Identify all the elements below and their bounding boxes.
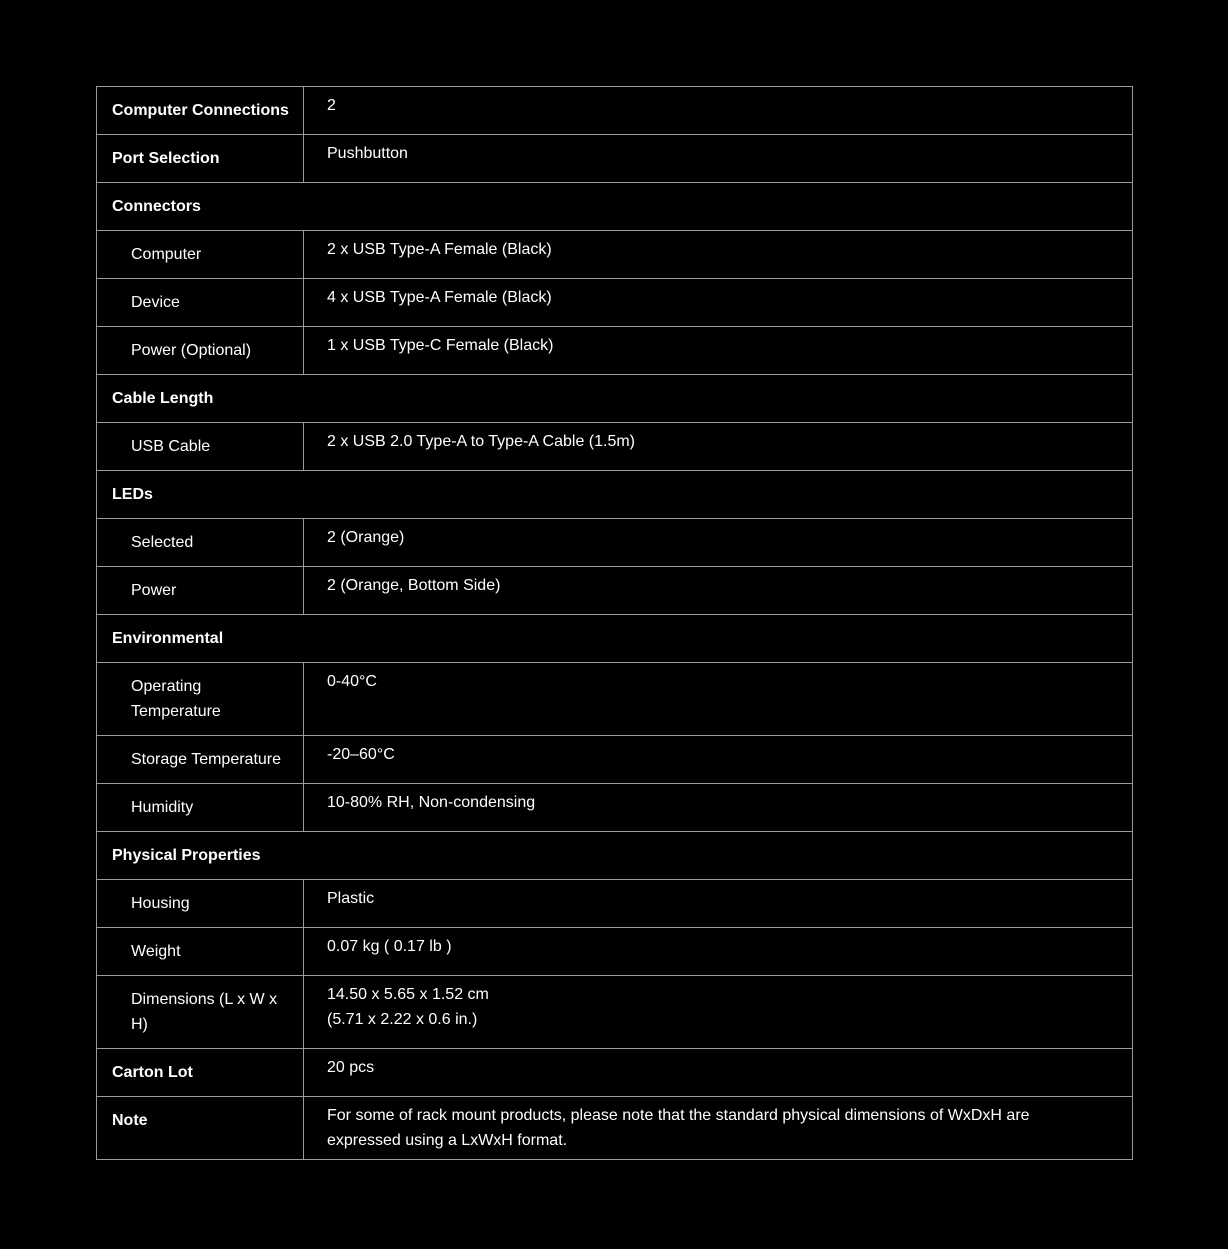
spec-value-line: (5.71 x 2.22 x 0.6 in.) [327, 1011, 478, 1028]
section-row-physical-properties [97, 832, 1133, 880]
spec-row-power [97, 567, 1133, 615]
spec-label: Carton Lot [97, 1049, 304, 1097]
section-heading: Cable Length [97, 375, 1133, 423]
spec-label: Power (Optional) [97, 327, 304, 375]
spec-label: Housing [97, 880, 304, 928]
spec-value: 20 pcs [304, 1049, 1133, 1097]
spec-value-line: 14.50 x 5.65 x 1.52 cm [327, 986, 489, 1003]
spec-value: For some of rack mount products, please note that the standard physical dimensions of WxDxH are expressed using a LxWxH format. [304, 1097, 1133, 1160]
spec-row-device [97, 279, 1133, 327]
spec-label: Computer Connections [97, 87, 304, 135]
spec-label: Selected [97, 519, 304, 567]
spec-label: Computer [97, 231, 304, 279]
spec-row-selected [97, 519, 1133, 567]
section-heading: Environmental [97, 615, 1133, 663]
section-row-leds [97, 471, 1133, 519]
specifications-table [96, 86, 1133, 1160]
spec-label: Power [97, 567, 304, 615]
spec-row-operating-temperature [97, 663, 1133, 736]
section-row-environmental [97, 615, 1133, 663]
section-row-connectors [97, 183, 1133, 231]
spec-value: 2 (Orange, Bottom Side) [304, 567, 1133, 615]
spec-value: 0-40°C [304, 663, 1133, 736]
spec-value: 2 x USB 2.0 Type-A to Type-A Cable (1.5m) [304, 423, 1133, 471]
spec-row-computer-connections [97, 87, 1133, 135]
spec-row-note [97, 1097, 1133, 1160]
spec-value [304, 976, 1133, 1049]
spec-value: Pushbutton [304, 135, 1133, 183]
spec-row-humidity [97, 784, 1133, 832]
spec-value: Plastic [304, 880, 1133, 928]
section-heading: LEDs [97, 471, 1133, 519]
spec-row-carton-lot [97, 1049, 1133, 1097]
spec-value: 4 x USB Type-A Female (Black) [304, 279, 1133, 327]
spec-label: Note [97, 1097, 304, 1160]
spec-value: 1 x USB Type-C Female (Black) [304, 327, 1133, 375]
spec-value: 10-80% RH, Non-condensing [304, 784, 1133, 832]
spec-label: Port Selection [97, 135, 304, 183]
section-heading: Connectors [97, 183, 1133, 231]
section-heading: Physical Properties [97, 832, 1133, 880]
spec-value: 2 x USB Type-A Female (Black) [304, 231, 1133, 279]
spec-row-usb-cable [97, 423, 1133, 471]
spec-row-dimensions [97, 976, 1133, 1049]
spec-row-power-optional [97, 327, 1133, 375]
spec-label: Weight [97, 928, 304, 976]
spec-value: 0.07 kg ( 0.17 lb ) [304, 928, 1133, 976]
section-row-cable-length [97, 375, 1133, 423]
spec-row-housing [97, 880, 1133, 928]
spec-label: Humidity [97, 784, 304, 832]
spec-label: Storage Temperature [97, 736, 304, 784]
spec-value: 2 (Orange) [304, 519, 1133, 567]
spec-row-computer [97, 231, 1133, 279]
spec-label: Operating Temperature [97, 663, 304, 736]
spec-label: Device [97, 279, 304, 327]
spec-value: -20–60°C [304, 736, 1133, 784]
spec-label: Dimensions (L x W x H) [97, 976, 304, 1049]
spec-row-storage-temperature [97, 736, 1133, 784]
spec-value: 2 [304, 87, 1133, 135]
spec-row-weight [97, 928, 1133, 976]
spec-row-port-selection [97, 135, 1133, 183]
spec-label: USB Cable [97, 423, 304, 471]
